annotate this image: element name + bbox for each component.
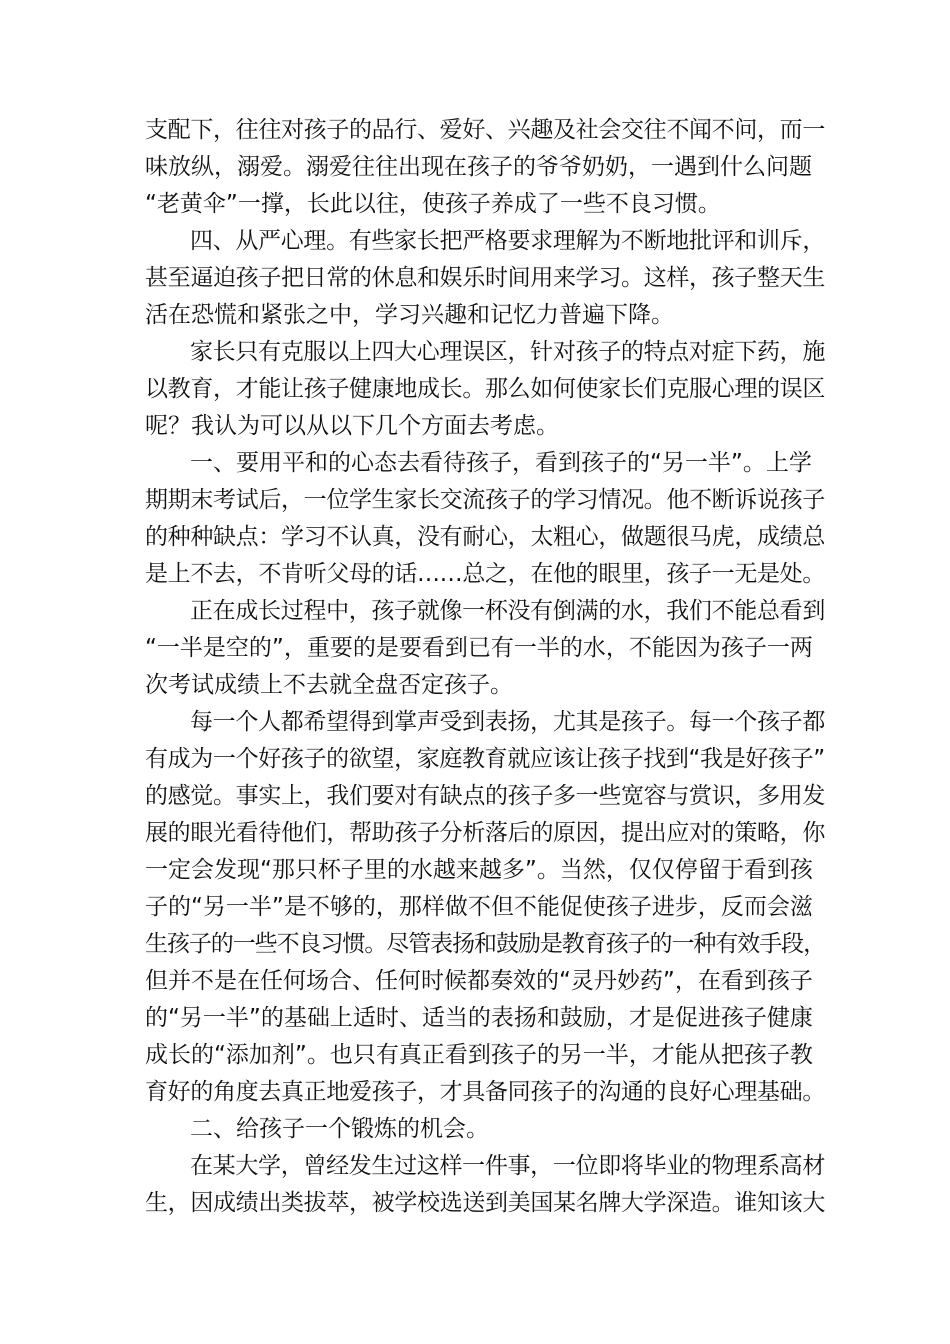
body-text-line: 一定会发现“那只杯子里的水越来越多”。当然，仅仅停留于看到孩 (145, 857, 813, 883)
body-text-line: 有成为一个好孩子的欲望，家庭教育就应该让孩子找到“我是好孩子” (145, 746, 825, 772)
body-text-line: 的“另一半”的基础上适时、适当的表扬和鼓励，才是促进孩子健康 (145, 1005, 813, 1031)
body-text-line: 是上不去，不肯听父母的话……总之，在他的眼里，孩子一无是处。 (145, 561, 826, 587)
body-text-line: 子的“另一半”是不够的，那样做不但不能促使孩子进步，反而会滋 (145, 894, 813, 920)
body-text-line: 二、给孩子一个锻炼的机会。 (190, 1116, 489, 1142)
body-text-line: 在某大学，曾经发生过这样一件事，一位即将毕业的物理系高材 (190, 1153, 826, 1179)
body-text-line: 支配下，往往对孩子的品行、爱好、兴趣及社会交往不闻不问，而一 (145, 117, 826, 143)
body-text-line: 的感觉。事实上，我们要对有缺点的孩子多一些宽容与赏识，多用发 (145, 783, 826, 809)
body-text-line: 每一个人都希望得到掌声受到表扬，尤其是孩子。每一个孩子都 (190, 709, 826, 735)
body-text-line: “一半是空的”，重要的是要看到已有一半的水，不能因为孩子一两 (145, 635, 813, 661)
body-text-line: 一、要用平和的心态去看待孩子，看到孩子的“另一半”。上学 (190, 450, 812, 476)
body-text-line: 家长只有克服以上四大心理误区，针对孩子的特点对症下药，施 (190, 339, 826, 365)
body-text-line: 呢？我认为可以从以下几个方面去考虑。 (145, 413, 559, 439)
body-text-line: 正在成长过程中，孩子就像一杯没有倒满的水，我们不能总看到 (190, 598, 826, 624)
body-text-line: 生，因成绩出类拔萃，被学校选送到美国某名牌大学深造。谁知该大 (145, 1190, 826, 1216)
body-text-line: 展的眼光看待他们，帮助孩子分析落后的原因，提出应对的策略，你 (145, 820, 826, 846)
body-text-line: 味放纵，溺爱。溺爱往往出现在孩子的爷爷奶奶，一遇到什么问题 (145, 154, 812, 180)
body-text-line: 育好的角度去真正地爱孩子，才具备同孩子的沟通的良好心理基础。 (145, 1079, 826, 1105)
body-text-line: 次考试成绩上不去就全盘否定孩子。 (145, 672, 513, 698)
body-text-line: 四、从严心理。有些家长把严格要求理解为不断地批评和训斥， (190, 228, 826, 254)
body-text-line: 生孩子的一些不良习惯。尽管表扬和鼓励是教育孩子的一种有效手段， (145, 931, 826, 957)
body-text-line: 以教育，才能让孩子健康地成长。那么如何使家长们克服心理的误区 (145, 376, 826, 402)
body-text-line: 但并不是在任何场合、任何时候都奏效的“灵丹妙药”，在看到孩子 (145, 968, 813, 994)
body-text-line: 活在恐慌和紧张之中，学习兴趣和记忆力普遍下降。 (145, 302, 674, 328)
body-text-line: “老黄伞”一撑，长此以往，使孩子养成了一些不良习惯。 (145, 191, 721, 217)
body-text-line: 期期末考试后，一位学生家长交流孩子的学习情况。他不断诉说孩子 (145, 487, 826, 513)
body-text-line: 甚至逼迫孩子把日常的休息和娱乐时间用来学习。这样，孩子整天生 (145, 265, 826, 291)
body-text-line: 成长的“添加剂”。也只有真正看到孩子的另一半，才能从把孩子教 (145, 1042, 813, 1068)
body-text-line: 的种种缺点：学习不认真，没有耐心，太粗心，做题很马虎，成绩总 (145, 524, 826, 550)
